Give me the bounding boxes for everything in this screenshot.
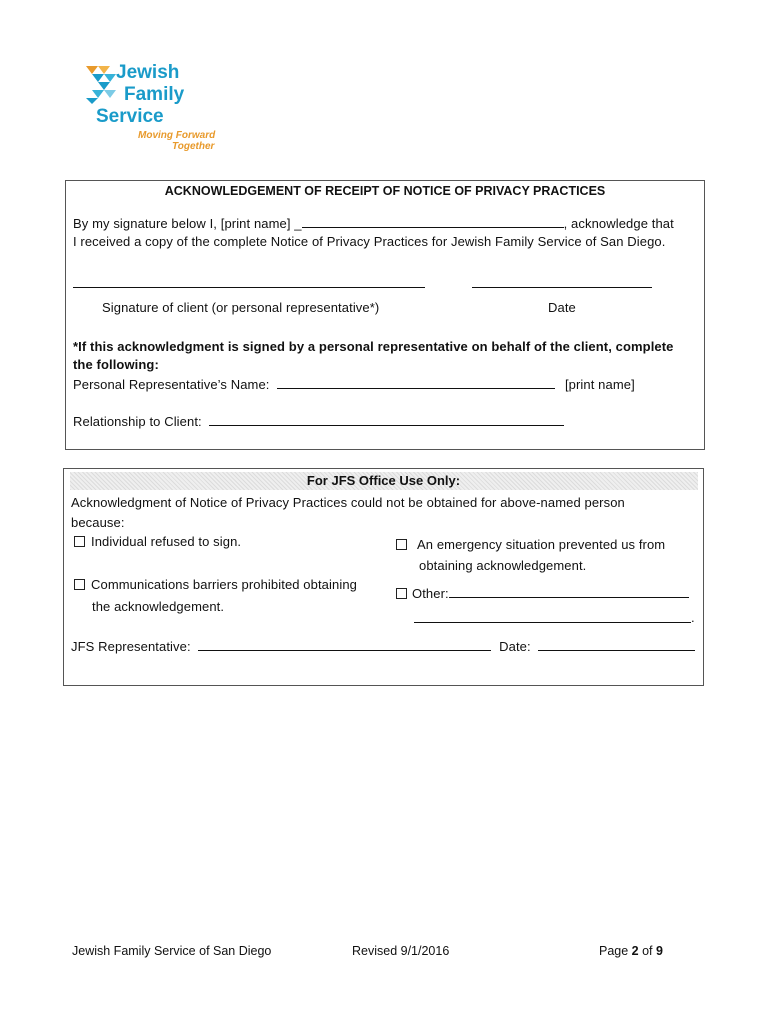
logo-mark-icon [84, 64, 120, 104]
signature-line[interactable] [73, 287, 425, 288]
jfs-rep-label: JFS Representative: [71, 639, 191, 654]
option-emergency [396, 534, 665, 576]
print-name-field[interactable] [302, 215, 564, 228]
jfs-logo [72, 52, 230, 158]
rep-name-row [73, 376, 635, 392]
jfs-rep-row [71, 638, 695, 654]
option-emergency-line-2: obtaining acknowledgement. [419, 558, 587, 573]
ack-line-2: I received a copy of the complete Notice of Privacy Practices for Jewish Family Service of San Diego. [73, 234, 666, 249]
footer-page-num: 2 [631, 944, 639, 958]
logo-line-2: Family [124, 84, 185, 105]
tagline-line-1: Moving Forward [138, 130, 216, 141]
ack-line-1-post: , acknowledge that [563, 216, 674, 231]
other-field-line-2[interactable] [414, 622, 691, 623]
checkbox-refused[interactable] [74, 536, 85, 547]
date-label: Date [548, 300, 576, 315]
ack-title: ACKNOWLEDGEMENT OF RECEIPT OF NOTICE OF PRIVACY PRACTICES [164, 184, 606, 198]
option-refused [74, 534, 241, 549]
option-refused-label: Individual refused to sign. [91, 534, 242, 549]
office-title: For JFS Office Use Only: [306, 473, 461, 488]
option-other-label: Other: [412, 586, 449, 601]
date-line[interactable] [472, 287, 652, 288]
tagline-line-2: Together [172, 141, 215, 152]
logo-wordmark [96, 62, 185, 128]
rep-name-suffix: [print name] [564, 377, 635, 392]
signature-label: Signature of client (or personal representative*) [102, 300, 380, 315]
option-emergency-line-1: An emergency situation prevented us from [417, 537, 666, 552]
footer-page-prefix: Page [599, 944, 632, 958]
other-field[interactable] [449, 585, 689, 598]
footer-org: Jewish Family Service of San Diego [72, 944, 272, 958]
ack-line-1-pre: By my signature below I, [print name] _ [73, 216, 302, 231]
option-communications [74, 574, 357, 618]
jfs-date-field[interactable] [538, 638, 695, 651]
rep-name-field[interactable] [277, 376, 555, 389]
option-communications-line-1: Communications barriers prohibited obtaining [91, 577, 357, 592]
representative-note: *If this acknowledgment is signed by a personal representative on behalf of the client, complete the following: [73, 339, 674, 372]
checkbox-communications[interactable] [74, 579, 85, 590]
logo-line-1: Jewish [116, 62, 180, 83]
office-intro: Acknowledgment of Notice of Privacy Practices could not be obtained for above-named person because: [71, 495, 625, 530]
other-period: . [691, 610, 695, 625]
checkbox-other[interactable] [396, 588, 407, 599]
ack-line-1 [73, 215, 674, 231]
option-communications-line-2: the acknowledgement. [92, 599, 225, 614]
checkbox-emergency[interactable] [396, 539, 407, 550]
footer-page-total: 9 [656, 944, 663, 958]
footer-page [599, 944, 663, 958]
relationship-label: Relationship to Client: [73, 414, 202, 429]
logo-tagline [138, 130, 215, 152]
option-other [396, 585, 689, 601]
relationship-field[interactable] [209, 413, 564, 426]
footer-revised: Revised 9/1/2016 [352, 944, 450, 958]
jfs-rep-field[interactable] [198, 638, 491, 651]
logo-line-3: Service [96, 106, 164, 127]
rep-name-label: Personal Representative’s Name: [73, 377, 270, 392]
jfs-date-label: Date: [499, 639, 531, 654]
footer-page-of: of [638, 944, 656, 958]
relationship-row [73, 413, 564, 429]
